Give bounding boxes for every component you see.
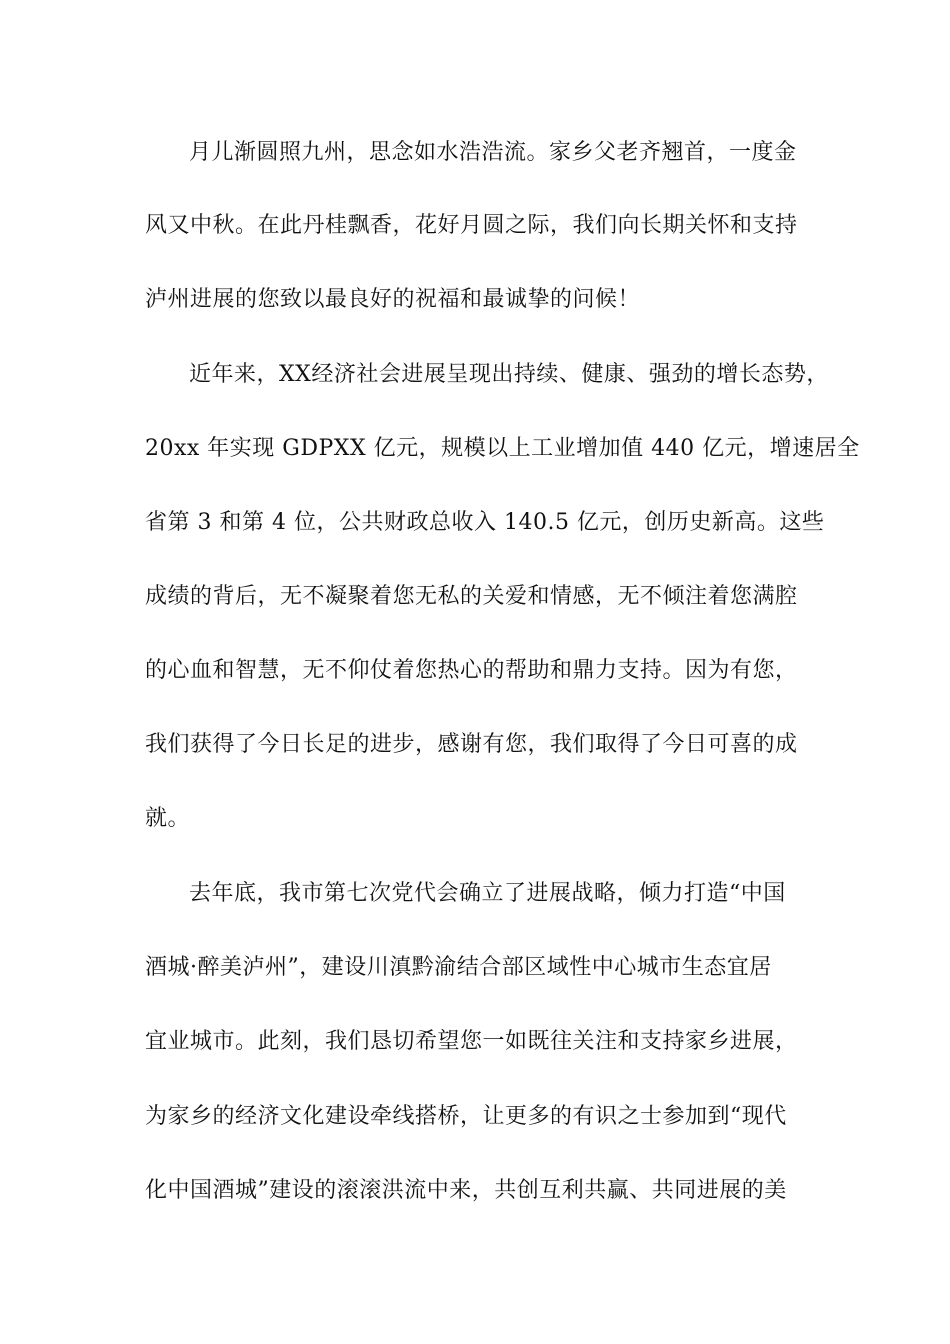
paragraph-3-line-1: 去年底，我市第七次党代会确立了进展战略，倾力打造“中国 [189, 881, 786, 906]
paragraph-2-line-7: 就。 [145, 806, 191, 831]
paragraph-2-line-3: 省第 3 和第 4 位，公共财政总收入 140.5 亿元，创历史新高。这些 [145, 510, 825, 535]
paragraph-3-line-3: 宜业城市。此刻，我们恳切希望您一如既往关注和支持家乡进展， [145, 1029, 798, 1054]
paragraph-3-line-4: 为家乡的经济文化建设牵线搭桥，让更多的有识之士参加到“现代 [145, 1104, 787, 1129]
paragraph-1-line-3: 泸州进展的您致以最良好的祝福和最诚挚的问候！ [145, 287, 641, 312]
paragraph-2-line-6: 我们获得了今日长足的进步，感谢有您，我们取得了今日可喜的成 [145, 732, 798, 757]
paragraph-2-line-2: 20xx 年实现 GDPXX 亿元，规模以上工业增加值 440 亿元，增速居全 [145, 436, 860, 461]
paragraph-1-line-2: 风又中秋。在此丹桂飘香，花好月圆之际，我们向长期关怀和支持 [145, 213, 798, 238]
paragraph-2-line-1: 近年来，XX经济社会进展呈现出持续、健康、强劲的增长态势， [189, 362, 829, 387]
paragraph-2-line-4: 成绩的背后，无不凝聚着您无私的关爱和情感，无不倾注着您满腔 [145, 584, 798, 609]
paragraph-3-line-5: 化中国酒城”建设的滚滚洪流中来，共创互利共赢、共同进展的美 [145, 1178, 787, 1203]
paragraph-1-line-1: 月儿渐圆照九州，思念如水浩浩流。家乡父老齐翘首，一度金 [189, 140, 797, 165]
paragraph-3-line-2: 酒城·醉美泸州”，建设川滇黔渝结合部区域性中心城市生态宜居 [145, 955, 772, 980]
paragraph-2-line-5: 的心血和智慧，无不仰仗着您热心的帮助和鼎力支持。因为有您， [145, 658, 798, 683]
